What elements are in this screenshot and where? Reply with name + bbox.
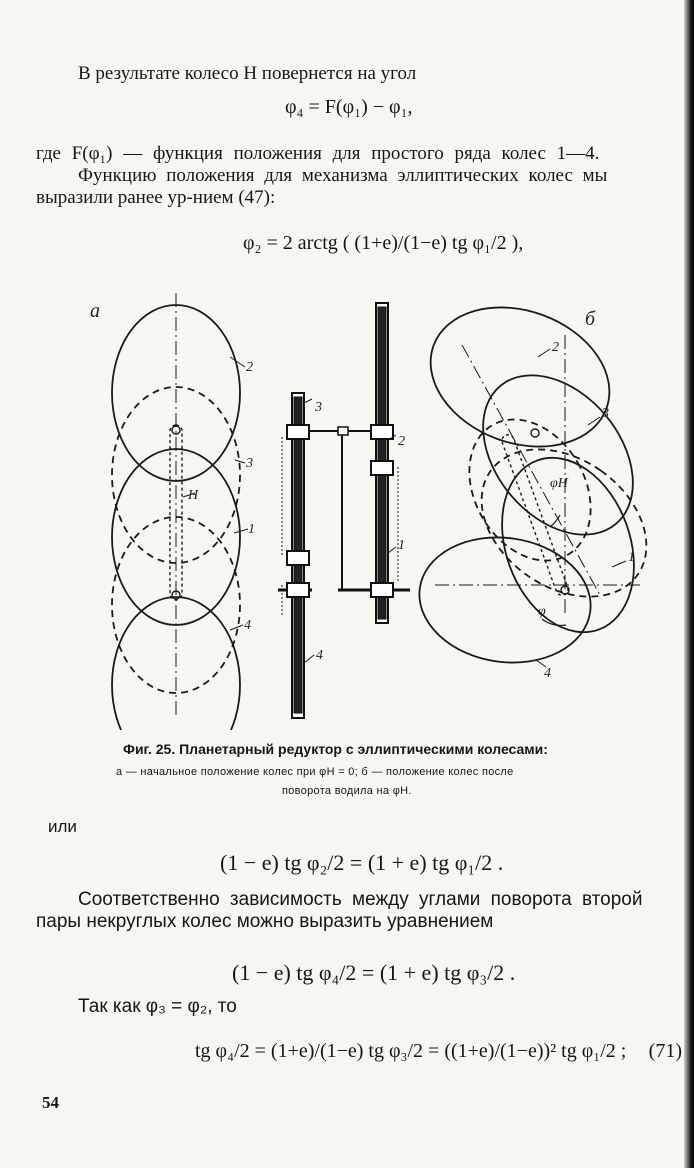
label-2-a: 2 xyxy=(246,360,253,375)
label-3-a: 3 xyxy=(246,456,253,471)
ellipse-b-gear-3 xyxy=(453,346,664,564)
label-2-b: 2 xyxy=(552,340,559,355)
label-1-b: 1 xyxy=(628,550,635,565)
text-line: Соответственно зависимость между углами поворота второй xyxy=(78,889,643,910)
label-2-side: 2 xyxy=(398,434,405,449)
figure-caption-title: Фиг. 25. Планетарный редуктор с эллиптическими колесами: xyxy=(123,741,548,757)
panel-label-a: а xyxy=(90,300,100,322)
label-1-a: 1 xyxy=(248,522,255,537)
ellipse-b-gear-2 xyxy=(411,285,629,470)
label-3-b: 3 xyxy=(602,406,609,421)
label-1-side: 1 xyxy=(398,538,405,553)
label-phiH-b: φH xyxy=(550,476,568,491)
formula-phi4: φ₄ = F(φ₁) − φ₁, xyxy=(285,96,413,118)
figure-planetary-gear xyxy=(80,285,680,730)
figure-caption-line: а — начальное положение колес при φH = 0; б — положение колес после xyxy=(116,766,514,778)
page-number: 54 xyxy=(42,1093,59,1112)
formula-4: (1 − e) tg φ₄/2 = (1 + e) tg φ₃/2 . xyxy=(232,960,516,985)
label-3-side: 3 xyxy=(315,400,322,415)
text-line: Функцию положения для механизма эллиптических колес мы xyxy=(78,165,608,186)
text-line: выразили ранее ур-нием (47): xyxy=(36,187,276,208)
text-line: Так как φ₃ = φ₂, то xyxy=(78,996,237,1017)
label-4-b: 4 xyxy=(544,666,551,681)
page-edge-shadow xyxy=(684,0,694,1168)
formula-71: tg φ₄/2 = (1+e)/(1−e) tg φ₃/2 = ((1+e)/(1−e))² tg φ₁/2 ; xyxy=(195,1040,627,1062)
text-line: где F(φ₁) — функция положения для простого ряда колес 1—4. xyxy=(36,143,600,164)
equation-number: (71) xyxy=(648,1040,682,1062)
text-or: или xyxy=(48,817,77,836)
text-line: пары некруглых колес можно выразить уравнением xyxy=(36,911,494,932)
label-H-a: H xyxy=(188,488,199,503)
panel-label-b: б xyxy=(585,308,596,330)
formula-3: (1 − e) tg φ₂/2 = (1 + e) tg φ₁/2 . xyxy=(220,850,504,875)
formula-phi2: φ₂ = 2 arctg ( (1+e)/(1−e) tg φ₁/2 ), xyxy=(243,232,524,254)
text-line: В результате колесо H повернется на угол xyxy=(78,63,417,84)
label-phi-b: φ xyxy=(538,604,546,619)
label-4-side: 4 xyxy=(316,648,323,663)
label-4-a: 4 xyxy=(244,618,251,633)
figure-caption-line: поворота водила на φH. xyxy=(282,785,412,797)
